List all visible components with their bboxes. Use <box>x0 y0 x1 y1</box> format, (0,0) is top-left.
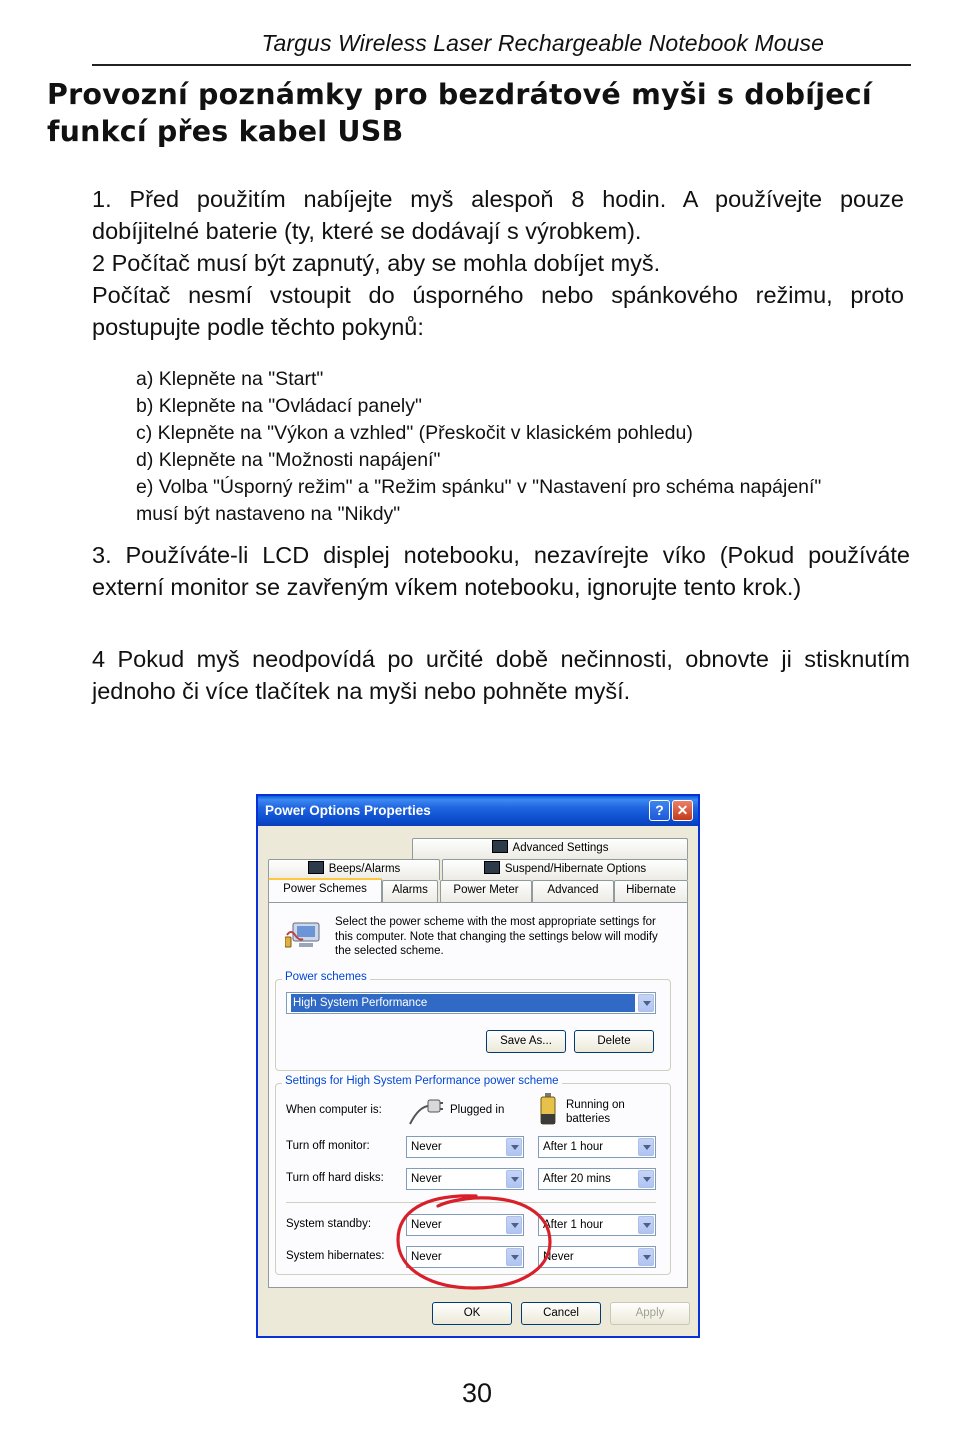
monitor-plugged-select[interactable]: Never <box>406 1136 524 1158</box>
tab-advanced-settings[interactable]: Advanced Settings <box>412 838 688 859</box>
when-computer-is-label: When computer is: <box>286 1104 382 1116</box>
substep-a: a) Klepněte na "Start" <box>136 368 324 390</box>
running-on-batteries-label: Running on batteries <box>566 1099 625 1125</box>
hibernate-plugged-select[interactable]: Never <box>406 1246 524 1268</box>
computer-icon <box>484 861 500 874</box>
tab-suspend-hibernate[interactable]: Suspend/Hibernate Options <box>442 859 688 880</box>
apply-button[interactable]: Apply <box>610 1302 690 1325</box>
delete-button[interactable]: Delete <box>574 1030 654 1053</box>
header-rule <box>92 64 911 66</box>
page-number: 30 <box>461 1378 493 1408</box>
ok-button[interactable]: OK <box>432 1302 512 1325</box>
substep-list <box>136 366 856 528</box>
system-hibernates-label: System hibernates: <box>286 1250 385 1262</box>
plugged-in-label: Plugged in <box>450 1104 505 1116</box>
power-schemes-label: Power schemes <box>282 971 370 983</box>
dialog-title: Power Options Properties <box>265 803 431 818</box>
hard-disks-battery-select[interactable]: After 20 mins <box>538 1168 656 1190</box>
tab-beeps-alarms[interactable]: Beeps/Alarms <box>268 859 440 880</box>
hard-disks-plugged-select[interactable]: Never <box>406 1168 524 1190</box>
hibernate-battery-select[interactable]: Never <box>538 1246 656 1268</box>
step-3-paragraph: 3. Používáte-li LCD displej notebooku, nezavírejte víko (Pokud používáte externí monitor se zavřeným víkem notebooku, ignorujte tento krok.) <box>92 542 910 600</box>
dialog-description: Select the power scheme with the most appropriate settings for this computer. Note that changing the settings below will modify the selected scheme. <box>335 916 658 957</box>
close-button[interactable]: ✕ <box>672 800 693 821</box>
computer-icon <box>308 861 324 874</box>
chevron-down-icon[interactable] <box>506 1138 522 1156</box>
step-1-text: 1. Před použitím nabíjejte myš alespoň 8 hodin. A používejte pouze dobíjitelné baterie (ty, které se dodávají s výrobkem). <box>92 186 904 244</box>
chevron-down-icon[interactable] <box>506 1170 522 1188</box>
power-options-dialog <box>256 794 700 1338</box>
substep-b: b) Klepněte na "Ovládací panely" <box>136 395 422 417</box>
chevron-down-icon[interactable] <box>638 994 654 1012</box>
turn-off-hard-disks-label: Turn off hard disks: <box>286 1172 384 1184</box>
dialog-titlebar[interactable] <box>258 796 698 826</box>
standby-battery-select[interactable]: After 1 hour <box>538 1214 656 1236</box>
step-4-paragraph: 4 Pokud myš neodpovídá po určité době nečinnosti, obnovte ji stisknutím jednoho či více tlačítek na myši nebo pohněte myší. <box>92 646 910 704</box>
section-title: Provozní poznámky pro bezdrátové myši s dobíjecí funkcí přes kabel USB <box>47 78 872 148</box>
step-2-text: 2 Počítač musí být zapnutý, aby se mohla dobíjet myš. <box>92 250 661 276</box>
tab-hibernate[interactable]: Hibernate <box>614 880 688 902</box>
standby-plugged-select[interactable]: Never <box>406 1214 524 1236</box>
tab-power-meter[interactable]: Power Meter <box>440 880 532 902</box>
running-header: Targus Wireless Laser Rechargeable Notebook Mouse <box>261 30 824 56</box>
substep-c: c) Klepněte na "Výkon a vzhled" (Přeskočit v klasickém pohledu) <box>136 422 693 444</box>
intro-paragraph <box>92 183 904 343</box>
substep-d: d) Klepněte na "Možnosti napájení" <box>136 449 441 471</box>
power-scheme-value: High System Performance <box>291 994 635 1012</box>
chevron-down-icon[interactable] <box>638 1248 654 1266</box>
power-schemes-group <box>275 971 671 1071</box>
highlight-circle <box>390 1190 560 1294</box>
substep-e: e) Volba "Úsporný režim" a "Režim spánku" v "Nastavení pro schéma napájení" musí být nastaveno na "Nikdy" <box>136 476 822 525</box>
computer-icon <box>492 840 508 853</box>
cancel-button[interactable]: Cancel <box>521 1302 601 1325</box>
chevron-down-icon[interactable] <box>638 1138 654 1156</box>
power-scheme-select[interactable] <box>286 992 656 1014</box>
power-scheme-icon <box>285 917 323 953</box>
save-as-button[interactable]: Save As... <box>486 1030 566 1053</box>
battery-icon <box>538 1092 558 1126</box>
sleep-instruction-text: Počítač nesmí vstoupit do úsporného nebo spánkového režimu, proto postupujte podle těchto pokynů: <box>92 282 904 340</box>
tab-advanced[interactable]: Advanced <box>532 880 614 902</box>
help-button[interactable]: ? <box>649 800 670 821</box>
monitor-battery-select[interactable]: After 1 hour <box>538 1136 656 1158</box>
tab-alarms[interactable]: Alarms <box>382 880 438 902</box>
chevron-down-icon[interactable] <box>638 1216 654 1234</box>
tab-power-schemes[interactable]: Power Schemes <box>268 878 382 902</box>
power-plug-icon <box>406 1094 444 1128</box>
scheme-settings-label: Settings for High System Performance power scheme <box>282 1075 562 1087</box>
chevron-down-icon[interactable] <box>638 1170 654 1188</box>
system-standby-label: System standby: <box>286 1218 372 1230</box>
turn-off-monitor-label: Turn off monitor: <box>286 1140 370 1152</box>
